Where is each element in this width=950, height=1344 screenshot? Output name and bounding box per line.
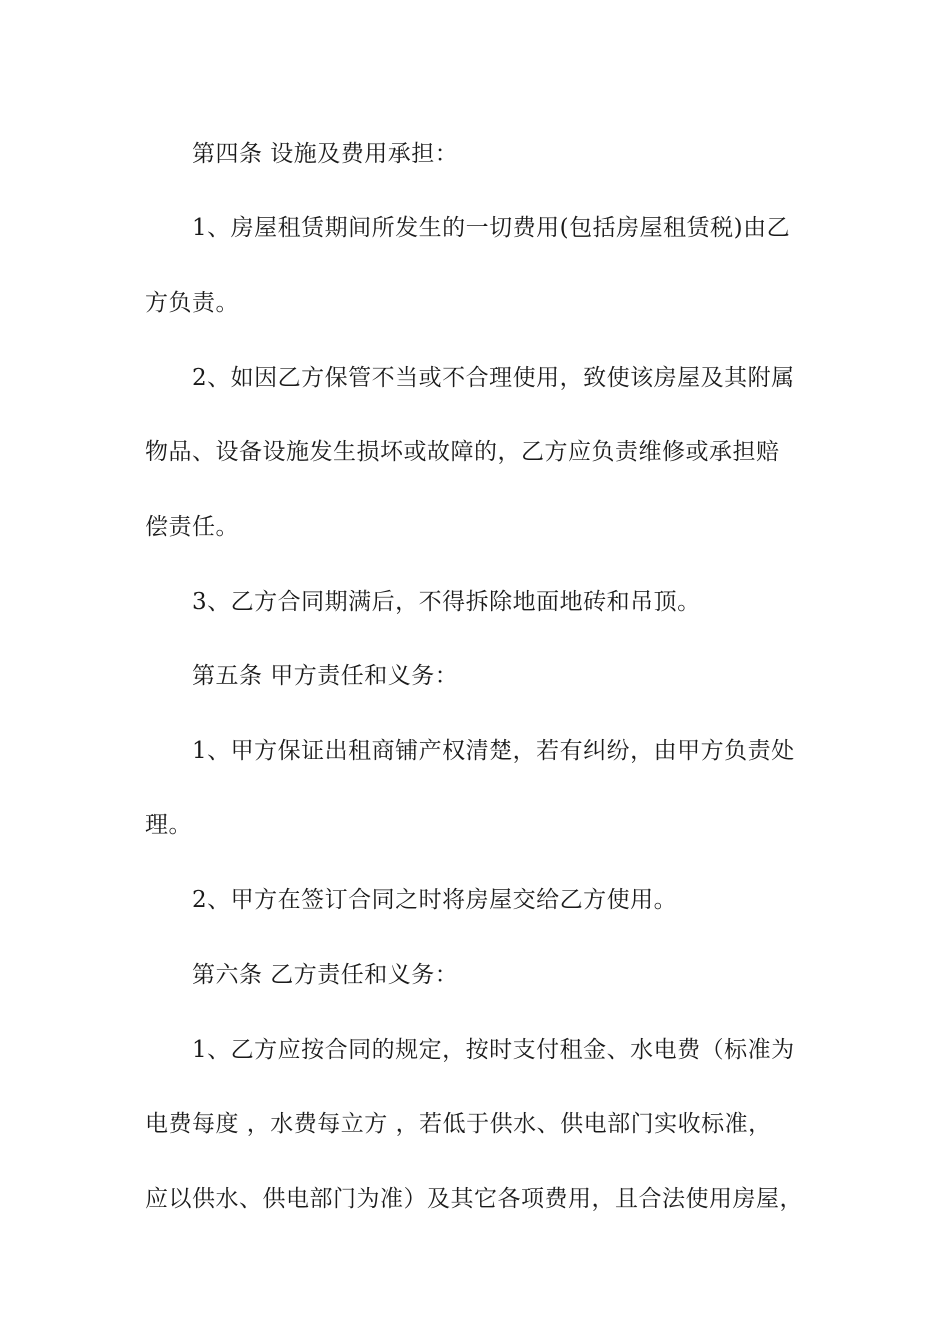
article-6-heading: 第六条 乙方责任和义务： [192,962,459,988]
article-6-item-1-line-3: 应以供水、供电部门为准）及其它各项费用，且合法使用房屋， [145,1186,803,1212]
article-4-item-1-line-2: 方负责。 [145,290,239,316]
article-5-item-1-line-2: 理。 [145,812,192,838]
article-6-item-1-line-2: 电费每度 ，水费每立方 ，若低于供水、供电部门实收标准， [145,1111,772,1137]
article-4-heading: 第四条 设施及费用承担： [192,141,459,167]
article-4-item-2-line-2: 物品、设备设施发生损坏或故障的，乙方应负责维修或承担赔 [145,439,780,465]
article-5-item-1-line-1: 1、甲方保证出租商铺产权清楚，若有纠纷，由甲方负责处 [192,738,795,764]
article-4-item-2-line-1: 2、如因乙方保管不当或不合理使用，致使该房屋及其附属 [192,365,795,391]
article-4-item-3: 3、乙方合同期满后，不得拆除地面地砖和吊顶。 [192,589,701,615]
article-5-item-2: 2、甲方在签订合同之时将房屋交给乙方使用。 [192,887,678,913]
article-6-item-1-line-1: 1、乙方应按合同的规定，按时支付租金、水电费（标准为 [192,1037,795,1063]
article-4-item-2-line-3: 偿责任。 [145,514,239,540]
article-4-item-1-line-1: 1、房屋租赁期间所发生的一切费用(包括房屋租赁税)由乙 [192,215,791,241]
article-5-heading: 第五条 甲方责任和义务： [192,663,459,689]
